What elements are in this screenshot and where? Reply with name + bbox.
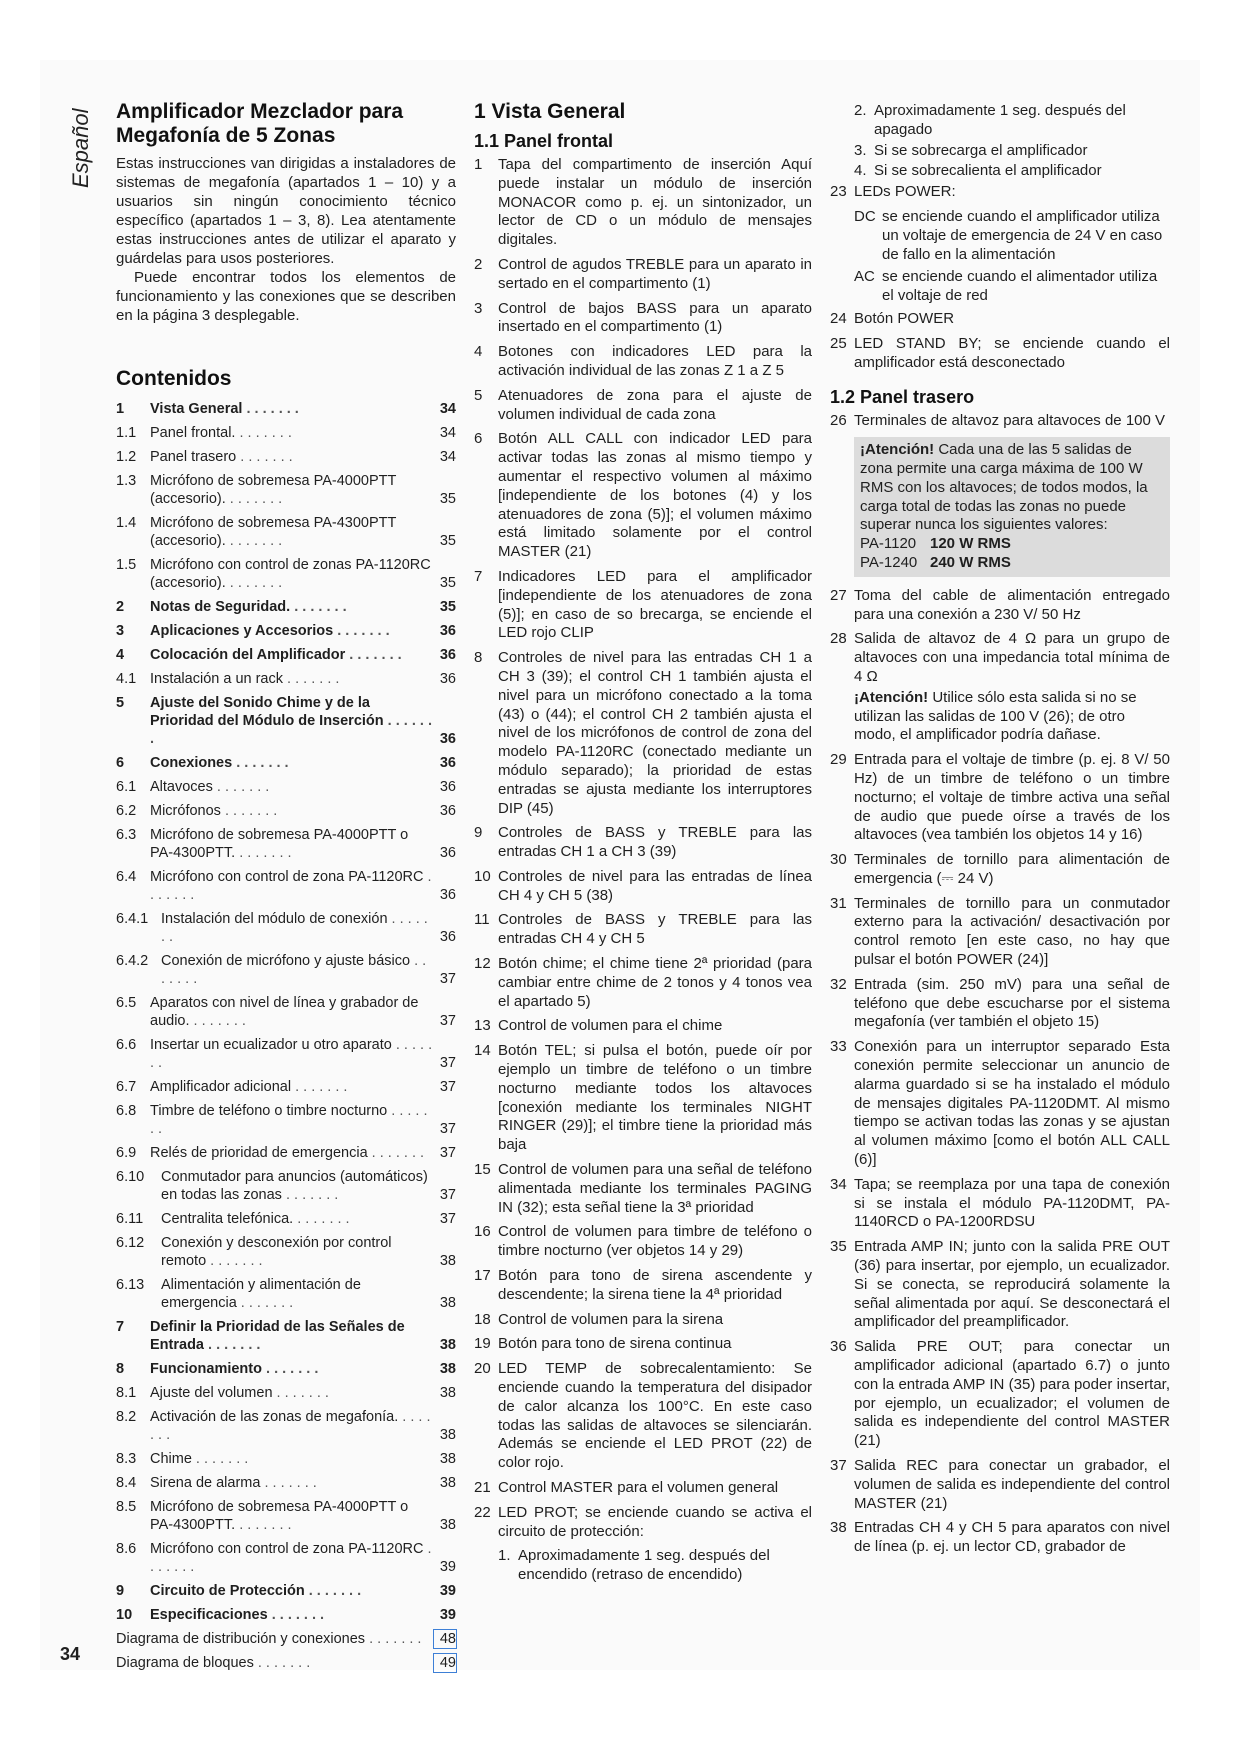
- toc-row[interactable]: [116, 1537, 456, 1579]
- toc-row[interactable]: [116, 949, 456, 991]
- toc-row[interactable]: [116, 511, 456, 553]
- toc-number: 8.5: [116, 1499, 137, 1515]
- toc-entry-title: Insertar un ecualizador u otro aparato . . . . . . .: [150, 1037, 433, 1071]
- toc-page-number: 39: [439, 1559, 456, 1575]
- toc-row[interactable]: [116, 799, 456, 823]
- toc-number: 9: [116, 1583, 125, 1599]
- toc-number: 6.5: [116, 995, 137, 1011]
- toc-page-number: 37: [439, 1013, 456, 1029]
- list-item: 27 Toma del cable de alimentación entregado para una conexión a 230 V/ 50 Hz: [830, 586, 1170, 623]
- toc-entry-title: Timbre de teléfono o timbre nocturno . . . . . . .: [150, 1103, 428, 1137]
- toc-page-number: 38: [439, 1517, 456, 1533]
- list-item: 23 LEDs POWER:: [830, 183, 956, 201]
- toc-number: 6.3: [116, 827, 137, 843]
- list-item: 31 Terminales de tornillo para un conmutador externo para la activación/ desactivación por control remoto [en este caso, no hay que pulsar el botón POWER (24)]: [830, 894, 1170, 969]
- list-item: 18 Control de volumen para la sirena: [474, 1310, 724, 1328]
- protection-conditions-list: [474, 1547, 812, 1585]
- toc-row[interactable]: [116, 1447, 456, 1471]
- toc-entry-title: Altavoces . . . . . . .: [150, 779, 270, 795]
- list-subitem: AC se enciende cuando el alimentador utiliza el voltaje de red: [854, 268, 1158, 305]
- list-subitem: 2. Aproximadamente 1 seg. después del apagado: [854, 102, 1126, 138]
- toc-page-number: 38: [439, 1475, 456, 1491]
- toc-row[interactable]: [116, 1495, 456, 1537]
- list-item: 22 LED PROT; se enciende cuando se activa el circuito de protección:: [474, 1503, 812, 1540]
- toc-number: 1.1: [116, 425, 137, 441]
- list-item: 32 Entrada (sim. 250 mV) para una señal de teléfono que debe escucharse por el sistema megafonía (ver también el objeto 15): [830, 975, 1170, 1031]
- toc-row[interactable]: [116, 1603, 456, 1627]
- toc-number: 1.4: [116, 515, 137, 531]
- toc-entry-title: Aplicaciones y Accesorios . . . . . . .: [150, 623, 390, 639]
- toc-number: 1: [116, 401, 125, 417]
- toc-entry-title: Micrófonos . . . . . . .: [150, 803, 278, 819]
- toc-page-number: 36: [439, 803, 456, 819]
- toc-number: 7: [116, 1319, 125, 1335]
- list-item: 34 Tapa; se reemplaza por una tapa de conexión si se instala el módulo PA-1120DMT, PA-1140RCD o PA-1200RDSU: [830, 1175, 1170, 1231]
- toc-number: 6: [116, 755, 125, 771]
- toc-entry-title: Micrófono de sobremesa PA-4000PTT (accesorio). . . . . . . .: [150, 473, 397, 507]
- toc-page-number: 37: [439, 1211, 456, 1227]
- toc-page-number: 34: [439, 449, 456, 465]
- toc-row[interactable]: [116, 691, 456, 751]
- toc-number: 6.13: [116, 1277, 145, 1293]
- toc-page-number: 36: [439, 671, 456, 687]
- toc-number: 8: [116, 1361, 125, 1377]
- toc-number: 8.4: [116, 1475, 137, 1491]
- list-item: 16 Control de volumen para timbre de teléfono o timbre nocturno (ver objetos 14 y 29): [474, 1223, 812, 1260]
- toc-entry-title: Panel trasero . . . . . . .: [150, 449, 293, 465]
- toc-number: 6.4: [116, 869, 137, 885]
- toc-entry-title: Diagrama de bloques . . . . . . .: [116, 1655, 311, 1671]
- toc-row[interactable]: [116, 1033, 456, 1075]
- list-item: 13 Control de volumen para el chime: [474, 1017, 723, 1035]
- list-item: 12 Botón chime; el chime tiene 2ª prioridad (para cambiar entre chime de 2 tonos y 4 tonos vea el apartado 5): [474, 955, 812, 1010]
- toc-page-number: 38: [439, 1451, 456, 1467]
- toc-row[interactable]: [116, 1273, 456, 1315]
- list-item: 37 Salida REC para conectar un grabador, el volumen de salida es independiente del control MASTER (21): [830, 1457, 1170, 1512]
- subsection-heading-panel-frontal: 1.1 Panel frontal: [474, 131, 614, 151]
- intro-paragraph-1: Estas instrucciones van dirigidas a instaladores de sistemas de megafonía (apartados 1 – 10) y a usuarios sin ningún conocimiento técnico específico (apartados 1 – 3, 8). Lea atentamente estas instrucciones antes de utilizar el aparato y guárdelas para usos posteriores.: [116, 155, 456, 267]
- toc-entry-title: Sirena de alarma . . . . . . .: [150, 1475, 317, 1491]
- toc-number: 6.4.2: [116, 953, 149, 969]
- toc-entry-title: Colocación del Amplificador . . . . . . .: [150, 647, 402, 663]
- toc-entry-title: Vista General . . . . . . .: [150, 401, 299, 417]
- list-item: 30 Terminales de tornillo para alimentación de emergencia (⎓ 24 V): [830, 851, 1170, 887]
- toc-page-number: 37: [439, 1121, 456, 1137]
- toc-number: 8.2: [116, 1409, 137, 1425]
- toc-row[interactable]: [116, 397, 456, 421]
- toc-entry-title: Centralita telefónica. . . . . . . .: [161, 1211, 350, 1227]
- list-item: 15 Control de volumen para una señal de teléfono alimentada mediante los terminales PAGING IN (32); esta señal tiene la 3ª prioridad: [474, 1161, 812, 1216]
- list-item: 8 Controles de nivel para las entradas CH 1 a CH 3 (39); el control CH 1 también ajusta el nivel para un micrófono conectado a la toma (43) o (44); el control CH 2 también ajusta el nivel de los micrófonos de control de zona del modelo PA-1120RC (conectado mediante un módulo separado); la prioridad de estas entradas se ajusta mediante los interruptores DIP (45): [474, 649, 812, 817]
- toc-row[interactable]: [116, 1141, 456, 1165]
- toc-entry-title: Aparatos con nivel de línea y grabador de audio. . . . . . . .: [150, 995, 419, 1029]
- toc-row[interactable]: [116, 643, 456, 667]
- toc-page-number: 36: [439, 845, 456, 861]
- list-item: 29 Entrada para el voltaje de timbre (p. ej. 8 V/ 50 Hz) de un timbre de teléfono o un timbre nocturno; el voltaje de timbre activa una señal de audio que puede oírse a través de los altavoces (vea también los objetos 14 y 16): [830, 751, 1170, 844]
- list-item: 17 Botón para tono de sirena ascendente y descendente; la sirena tiene la 4ª prioridad: [474, 1267, 812, 1303]
- toc-page-number: 35: [439, 599, 456, 615]
- toc-row[interactable]: [116, 421, 456, 445]
- toc-number: 6.11: [116, 1211, 144, 1227]
- toc-entry-title: Ajuste del volumen . . . . . . .: [150, 1385, 329, 1401]
- protection-conditions-list-continued: [830, 102, 1170, 181]
- toc-number: 8.3: [116, 1451, 137, 1467]
- toc-entry-title: Especificaciones . . . . . . .: [150, 1607, 325, 1623]
- toc-page-number: 37: [439, 971, 456, 987]
- list-item: 14 Botón TEL; si pulsa el botón, puede oír por ejemplo un timbre de teléfono o un timbre nocturno mediante todos los altavoces [conexión mediante los terminales NIGHT RINGER (29)]; el timbre tiene la prioridad más baja: [474, 1042, 812, 1154]
- list-item: 1 Tapa del compartimento de inserción Aquí puede instalar un módulo de inserción MONACOR como p. ej. un sintonizador, un lector de CD o un módulo de mensajes digitales.: [474, 156, 812, 249]
- front-panel-list: [474, 156, 812, 1541]
- toc-entry-title: Conexiones . . . . . . .: [150, 755, 289, 771]
- toc-page-number: 36: [439, 647, 456, 663]
- toc-row[interactable]: [116, 1357, 456, 1381]
- list-item: 4 Botones con indicadores LED para la activación individual de las zonas Z 1 a Z 5: [474, 343, 812, 379]
- toc-row[interactable]: [116, 1315, 456, 1357]
- list-item: 10 Controles de nivel para las entradas de línea CH 4 y CH 5 (38): [474, 867, 812, 904]
- toc-row[interactable]: [116, 1099, 456, 1141]
- toc-row[interactable]: [116, 1579, 456, 1603]
- list-subitem: 3. Si se sobrecarga el amplificador: [854, 141, 1088, 159]
- toc-page-number: 38: [439, 1427, 456, 1443]
- list-item: 7 Indicadores LED para el amplificador [independiente de los atenuadores de zona (5)]; en caso de so brecarga, se enciende el LED rojo CLIP: [474, 567, 812, 642]
- toc-row[interactable]: [116, 1165, 456, 1207]
- toc-entry-title: Notas de Seguridad. . . . . . . .: [150, 599, 347, 615]
- toc-row[interactable]: [116, 619, 456, 643]
- toc-entry-title: Amplificador adicional . . . . . . .: [150, 1079, 348, 1095]
- toc-number: 8.6: [116, 1541, 137, 1557]
- list-item: 11 Controles de BASS y TREBLE para las entradas CH 4 y CH 5: [474, 911, 812, 948]
- attention-box: ¡Atención! Cada una de las 5 salidas de zona permite una carga máxima de 100 W RMS con los altavoces; de todos modos, la carga total de todas las zonas no puede superar nunca los siguientes valores: PA-1120 120 W RMS PA-1240 240 W RMS: [854, 437, 1170, 577]
- toc-row[interactable]: [116, 1075, 456, 1099]
- toc-page-number: 36: [439, 929, 456, 945]
- toc-number: 4: [116, 647, 125, 663]
- toc-number: 6.8: [116, 1103, 137, 1119]
- list-item: 33 Conexión para un interruptor separado Esta conexión permite seleccionar un anuncio de alarma guardado si se ha instalado el módulo de mensajes digitales PA-1120DMT. Al mismo tiempo se activan todas las zonas y se ajustan al volumen máximo [como el botón ALL CALL (6)]: [830, 1038, 1170, 1169]
- list-subitem: 4. Si se sobrecalienta el amplificador: [854, 162, 1102, 180]
- toc-number: 1.3: [116, 473, 137, 489]
- toc-number: 6.2: [116, 803, 137, 819]
- list-item: 6 Botón ALL CALL con indicador LED para activar todas las zonas al mismo tiempo y aumentar el respectivo volumen al máximo [independiente de los botones (4) y los atenuadores de zona (5)]; el volumen máximo está limitado solamente por el control MASTER (21): [474, 430, 812, 561]
- toc-number: 4.1: [116, 671, 137, 687]
- section-heading-vista-general: 1 Vista General: [474, 100, 626, 123]
- language-tab: [64, 108, 93, 188]
- toc-row[interactable]: [116, 991, 456, 1033]
- list-item: 25 LED STAND BY; se enciende cuando el amplificador está desconectado: [830, 334, 1170, 371]
- toc-number: 1.5: [116, 557, 137, 573]
- toc-row[interactable]: [116, 1381, 456, 1405]
- page-number: 34: [60, 1644, 81, 1664]
- toc-entry-title: Conexión de micrófono y ajuste básico . . . . . . .: [161, 953, 427, 987]
- toc-entry-title: Activación de las zonas de megafonía. . . . . . . .: [150, 1409, 431, 1443]
- toc-page-number: 37: [439, 1187, 456, 1203]
- toc-number: 6.4.1: [116, 911, 149, 927]
- toc-number: 5: [116, 695, 125, 711]
- attention-note: ¡Atención! Utilice sólo esta salida si no se utilizan las salidas de 100 V (26); de otro modo, el amplificador podría dañase.: [854, 688, 1137, 744]
- toc-number: 10: [116, 1607, 133, 1623]
- toc-entry-title: Panel frontal. . . . . . . .: [150, 425, 292, 441]
- toc-row[interactable]: [116, 595, 456, 619]
- toc-number: 6.12: [116, 1235, 145, 1251]
- toc-page-number: 38: [439, 1253, 456, 1269]
- toc-row[interactable]: [116, 1651, 456, 1675]
- toc-entry-title: Funcionamiento . . . . . . .: [150, 1361, 319, 1377]
- list-subitem: 1. Aproximadamente 1 seg. después del encendido (retraso de encendido): [498, 1547, 770, 1584]
- toc-page-number[interactable]: 48: [434, 1630, 456, 1648]
- toc-entry-title: Conmutador para anuncios (automáticos) en todas las zonas . . . . . . .: [161, 1169, 428, 1203]
- toc-page-number: 35: [439, 533, 456, 549]
- toc-row[interactable]: [116, 775, 456, 799]
- toc-row[interactable]: [116, 751, 456, 775]
- toc-row[interactable]: [116, 823, 456, 865]
- toc-row[interactable]: [116, 667, 456, 691]
- toc-entry-title: Instalación del módulo de conexión . . . . . . .: [161, 911, 428, 945]
- toc-row[interactable]: [116, 1405, 456, 1447]
- toc-page-number[interactable]: 49: [434, 1654, 456, 1672]
- rear-panel-list-2: [830, 751, 1170, 1557]
- toc-page-number: 36: [439, 887, 456, 903]
- toc-page-number: 38: [439, 1385, 456, 1401]
- toc-page-number: 37: [439, 1055, 456, 1071]
- toc-page-number: 39: [439, 1607, 456, 1623]
- toc-entry-title: Definir la Prioridad de las Señales de Entrada . . . . . . .: [150, 1319, 405, 1353]
- toc-page-number: 38: [439, 1361, 456, 1377]
- toc-entry-title: Diagrama de distribución y conexiones . . . . . . .: [116, 1631, 422, 1647]
- list-item: 28 Salida de altavoz de 4 Ω para un grupo de altavoces con una impedancia total mínima de 4 Ω: [830, 630, 1170, 685]
- document-title: Amplificador Mezclador para Megafonía de 5 Zonas: [116, 100, 404, 147]
- list-item: 19 Botón para tono de sirena continua: [474, 1335, 732, 1353]
- toc-number: 2: [116, 599, 125, 615]
- toc-page-number: 36: [439, 755, 456, 771]
- intro-paragraph-2: Puede encontrar todos los elementos de funcionamiento y las conexiones que se describen en la página 3 desplegable.: [116, 269, 456, 324]
- toc-row[interactable]: [116, 1207, 456, 1231]
- column-rear-panel: [830, 100, 1170, 1563]
- toc-entry-title: Chime . . . . . . .: [150, 1451, 249, 1467]
- toc-title: Contenidos: [116, 367, 232, 390]
- toc-entry-title: Micrófono con control de zona PA-1120RC . . . . . . .: [150, 869, 432, 903]
- toc-page-number: 34: [439, 401, 456, 417]
- toc-row[interactable]: [116, 907, 456, 949]
- toc-number: 1.2: [116, 449, 137, 465]
- toc-entry-title: Conexión y desconexión por control remoto . . . . . . .: [161, 1235, 392, 1269]
- table-of-contents: [116, 397, 456, 1675]
- toc-page-number: 36: [439, 731, 456, 747]
- toc-page-number: 36: [439, 623, 456, 639]
- toc-page-number: 38: [439, 1295, 456, 1311]
- toc-page-number: 37: [439, 1145, 456, 1161]
- column-overview: [474, 100, 812, 1587]
- toc-page-number: 35: [439, 575, 456, 591]
- list-item: 24 Botón POWER: [830, 309, 955, 327]
- subsection-heading-panel-trasero: 1.2 Panel trasero: [830, 387, 975, 408]
- toc-page-number: 38: [439, 1337, 456, 1353]
- toc-number: 6.7: [116, 1079, 137, 1095]
- list-item: 9 Controles de BASS y TREBLE para las entradas CH 1 a CH 3 (39): [474, 824, 812, 861]
- toc-entry-title: Micrófono con control de zona PA-1120RC . . . . . . .: [150, 1541, 432, 1575]
- toc-number: 6.1: [116, 779, 137, 795]
- toc-page-number: 37: [439, 1079, 456, 1095]
- toc-row[interactable]: [116, 553, 456, 595]
- toc-row[interactable]: [116, 865, 456, 907]
- toc-entry-title: Alimentación y alimentación de emergencia . . . . . . .: [161, 1277, 361, 1311]
- toc-number: 6.9: [116, 1145, 137, 1161]
- list-item: 38 Entradas CH 4 y CH 5 para aparatos con nivel de línea (p. ej. un lector CD, grabador de: [830, 1519, 1170, 1556]
- rear-panel-list: [830, 587, 1170, 687]
- list-item: 2 Control de agudos TREBLE para un aparato in sertado en el compartimento (1): [474, 255, 812, 292]
- toc-number: 8.1: [116, 1385, 137, 1401]
- toc-page-number: 39: [439, 1583, 456, 1599]
- list-item: 36 Salida PRE OUT; para conectar un amplificador adicional (apartado 6.7) o junto con la entrada AMP IN (35) para poder insertar, por ejemplo, un ecualizador; el volumen de salida es independiente del control MASTER (21): [830, 1338, 1170, 1450]
- toc-page-number: 34: [439, 425, 456, 441]
- toc-entry-title: Circuito de Protección . . . . . . .: [150, 1583, 362, 1599]
- toc-entry-title: Relés de prioridad de emergencia . . . . . . .: [150, 1145, 425, 1161]
- toc-number: 3: [116, 623, 125, 639]
- toc-page-number: 36: [439, 779, 456, 795]
- toc-page-number: 35: [439, 491, 456, 507]
- list-item: 5 Atenuadores de zona para el ajuste de volumen individual de cada zona: [474, 386, 812, 423]
- column-intro-toc: [116, 100, 456, 1675]
- list-item: 35 Entrada AMP IN; junto con la salida PRE OUT (36) para insertar, por ejemplo, un ecualizador. Si se conecta, se reproducirá solamente la señal alimentada por aquí. Se desconectará el amplificador del preamplificador.: [830, 1238, 1170, 1331]
- toc-number: 6.6: [116, 1037, 137, 1053]
- toc-entry-title: Micrófono de sobremesa PA-4300PTT (accesorio). . . . . . . .: [150, 515, 397, 549]
- list-item: 3 Control de bajos BASS para un aparato insertado en el compartimento (1): [474, 299, 812, 336]
- list-item: 26 Terminales de altavoz para altavoces de 100 V: [830, 412, 1166, 430]
- toc-row[interactable]: [116, 1627, 456, 1651]
- toc-entry-title: Ajuste del Sonido Chime y de la Prioridad del Módulo de Inserción . . . . . . .: [150, 695, 432, 747]
- list-subitem: DC se enciende cuando el amplificador utiliza un voltaje de emergencia de 24 V en caso de fallo en la alimentación: [854, 207, 1163, 263]
- language-label: Español: [68, 108, 93, 188]
- toc-entry-title: Micrófono con control de zonas PA-1120RC (accesorio). . . . . . . .: [150, 557, 431, 591]
- toc-row[interactable]: [116, 445, 456, 469]
- toc-entry-title: Instalación a un rack . . . . . . .: [150, 671, 340, 687]
- toc-row[interactable]: [116, 469, 456, 511]
- toc-entry-title: Micrófono de sobremesa PA-4000PTT o PA-4300PTT. . . . . . . .: [150, 1499, 409, 1533]
- list-item: 20 LED TEMP de sobrecalentamiento: Se enciende cuando la temperatura del disipador de calor alcanza los 100°C. En este caso todas las salidas de altavoces se silenciarán. Además se enciende el LED PROT (22) de color rojo.: [474, 1360, 812, 1472]
- toc-row[interactable]: [116, 1471, 456, 1495]
- toc-row[interactable]: [116, 1231, 456, 1273]
- list-item: 21 Control MASTER para el volumen general: [474, 1479, 779, 1496]
- toc-entry-title: Micrófono de sobremesa PA-4000PTT o PA-4300PTT. . . . . . . .: [150, 827, 409, 861]
- toc-number: 6.10: [116, 1169, 145, 1185]
